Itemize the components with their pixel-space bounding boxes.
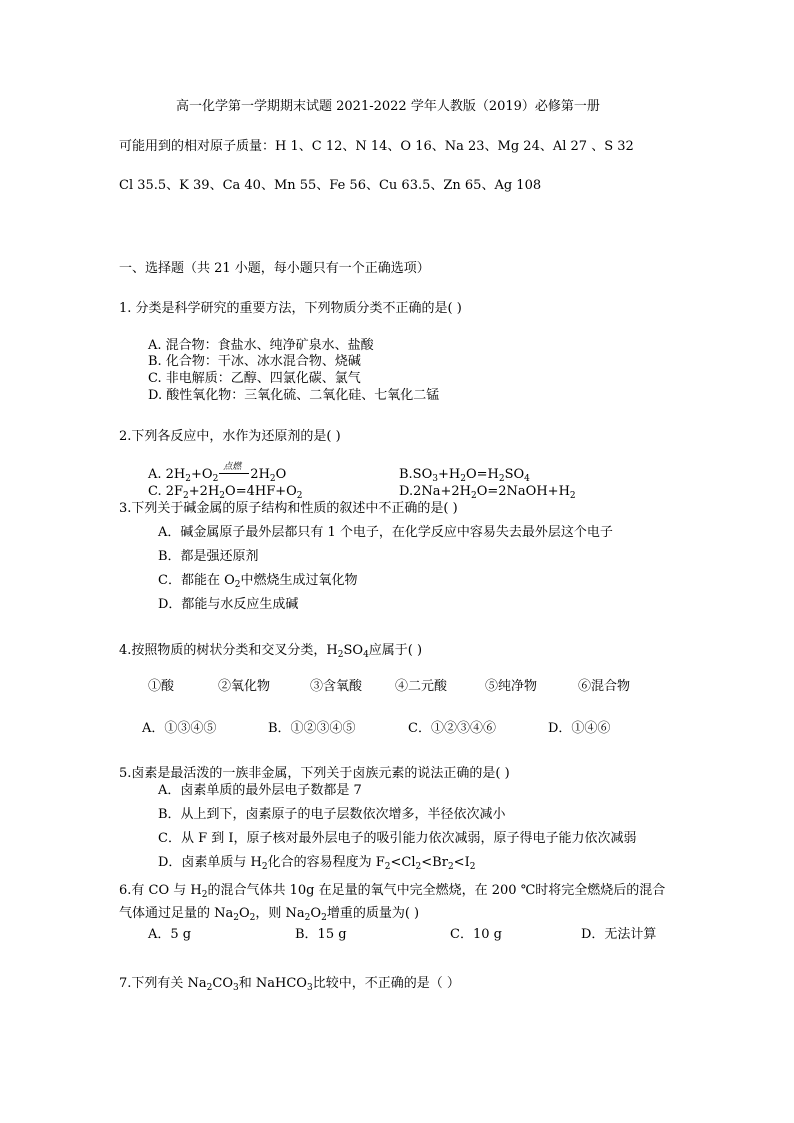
question-2-option-a: A. $2H_2+O_2$ 点燃 $2H_2O$ [148,462,287,484]
question-1-option-c: C. 非电解质：乙醇、四氯化碳、氯气 [148,371,361,386]
question-6-stem: 6.有 CO 与 $H_2$的混合气体共 10g 在足量的氧气中完全燃烧，在 200 ℃时将完全燃烧后的混合 [119,883,666,900]
question-5-stem: 5.卤素是最活泼的一族非金属，下列关于卤族元素的说法正确的是( ) [119,766,510,781]
question-4-item-2: ②氧化物 [218,679,271,694]
question-4-item-5: ⑤纯净物 [485,679,538,694]
question-4-item-3: ③含氧酸 [310,679,363,694]
question-5-option-c: C．从 F 到 I，原子核对最外层电子的吸引能力依次减弱，原子得电子能力依次减弱 [158,831,637,846]
question-4-item-1: ①酸 [148,679,175,694]
question-4-stem: 4.按照物质的树状分类和交叉分类，$H_2SO_4$应属于( ) [119,643,423,660]
question-7-stem: 7.下列有关 $Na_2CO_3$和 NaHCO$_3$比较中，不正确的是（ ） [119,976,460,993]
question-4-item-6: ⑥混合物 [578,679,631,694]
reaction-condition-arrow [219,462,249,474]
question-5-option-d: D．卤素单质与 $H_2$化合的容易程度为 $F_2<Cl_2<Br_2<I_2$ [158,855,476,872]
question-1-option-a: A. 混合物：食盐水、纯净矿泉水、盐酸 [148,338,374,353]
atomic-mass-line-2: Cl 35.5、K 39、Ca 40、Mn 55、Fe 56、Cu 63.5、Zn 65、Ag 108 [119,178,542,193]
document-title: 高一化学第一学期期末试题 2021-2022 学年人教版（2019）必修第一册 [176,99,600,114]
question-3-stem: 3.下列关于碱金属的原子结构和性质的叙述中不正确的是( ) [119,501,458,516]
question-6-option-b: B．15 g [295,927,347,942]
question-4-item-4: ④二元酸 [395,679,448,694]
question-4-option-d: D．①④⑥ [548,721,611,736]
question-5-option-a: A．卤素单质的最外层电子数都是 7 [158,783,362,798]
question-3-option-b: B．都是强还原剂 [158,549,259,564]
question-1-stem: 1. 分类是科学研究的重要方法，下列物质分类不正确的是( ) [119,301,462,316]
question-2-option-d: $D.2Na+2H_2O=2NaOH+H_2$ [399,484,576,501]
question-3-option-d: D．都能与水反应生成碱 [158,597,299,612]
question-3-option-a: A．碱金属原子最外层都只有 1 个电子，在化学反应中容易失去最外层这个电子 [158,525,613,540]
question-6-option-d: D．无法计算 [581,927,657,942]
atomic-mass-line-1: 可能用到的相对原子质量：H 1、C 12、N 14、O 16、Na 23、Mg 24、Al 27 、S 32 [119,139,634,154]
question-6-option-c: C．10 g [450,927,502,942]
question-6-stem-line-2: 气体通过足量的 $Na_2O_2$，则 $Na_2O_2$增重的质量为( ) [119,906,420,923]
question-2-option-b: $B.SO_3+H_2O=H_2SO_4$ [399,467,530,484]
question-4-option-a: A．①③④⑤ [142,721,217,736]
question-2-stem: 2.下列各反应中，水作为还原剂的是( ) [119,429,341,444]
section-heading: 一、选择题（共 21 小题，每小题只有一个正确选项） [119,261,430,276]
question-6-option-a: A．5 g [148,927,192,942]
question-3-option-c: C．都能在 $O_2$中燃烧生成过氧化物 [158,573,358,590]
question-1-option-b: B. 化合物：干冰、冰水混合物、烧碱 [148,354,361,369]
reaction-condition: 点燃 [223,462,242,472]
question-1-option-d: D. 酸性氧化物：三氧化硫、二氧化硅、七氧化二锰 [148,388,440,403]
question-4-option-b: B．①②③④⑤ [268,721,356,736]
question-5-option-b: B．从上到下，卤素原子的电子层数依次增多，半径依次减小 [158,807,506,822]
question-4-option-c: C．①②③④⑥ [408,721,496,736]
question-2-option-c: C. $2F_2+2H_2O=4HF+O_2$ [148,484,303,501]
